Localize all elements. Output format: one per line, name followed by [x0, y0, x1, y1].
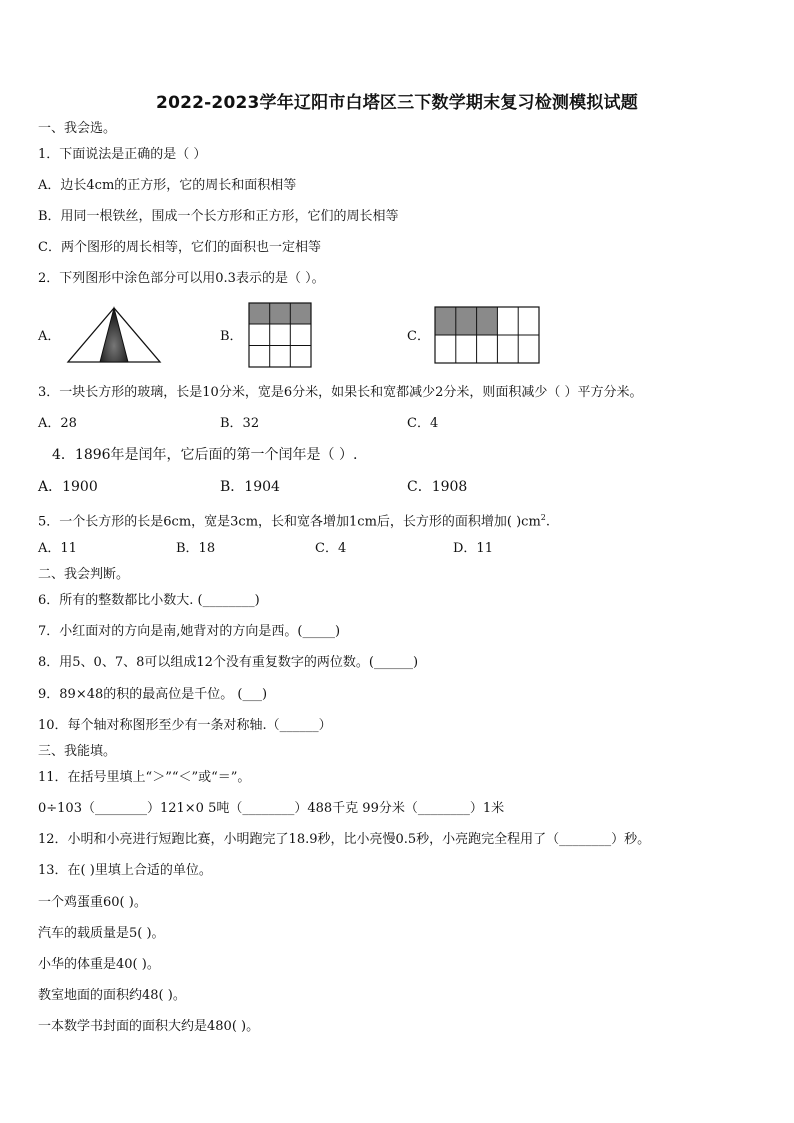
q2-option-c-label: C． [407, 329, 430, 344]
section-heading-3: 三、我能填。 [38, 744, 117, 759]
q3-option-b: B．32 [220, 416, 260, 431]
q5-stem-end: . [545, 514, 551, 530]
section-heading-2: 二、我会判断。 [38, 567, 130, 582]
q8-text: 8．用5、0、7、8可以组成12个没有重复数字的两位数。(______) [38, 655, 419, 670]
q5-stem [38, 510, 550, 530]
q4-option-a: A．1900 [38, 479, 98, 495]
q5-option-b: B．18 [176, 541, 216, 556]
section-heading-1: 一、我会选。 [38, 121, 117, 136]
q5-option-d: D．11 [453, 541, 493, 556]
q1-option-a: A．边长4cm的正方形，它的周长和面积相等 [38, 178, 297, 193]
q10-text: 10．每个轴对称图形至少有一条对称轴.（______） [38, 718, 332, 733]
q13-line-4: 教室地面的面积约48( )。 [38, 988, 186, 1003]
q5-stem-superscript: 2 [540, 513, 546, 522]
q6-text: 6．所有的整数都比小数大. (________) [38, 593, 260, 608]
q4-stem: 4．1896年是闰年，它后面的第一个闰年是（ ）. [52, 447, 358, 463]
q2-figure-a-triangle [66, 306, 162, 364]
q13-line-3: 小华的体重是40( )。 [38, 957, 160, 972]
q9-text: 9．89×48的积的最高位是千位。 (___) [38, 687, 268, 702]
q2-option-a-label: A． [38, 329, 61, 344]
q2-option-b-label: B． [220, 329, 243, 344]
q2-figure-b-grid [248, 302, 312, 368]
q12-text: 12．小明和小亮进行短跑比赛，小明跑完了18.9秒，比小亮慢0.5秒，小亮跑完全程用了（________）秒。 [38, 832, 651, 847]
q13-stem: 13．在( )里填上合适的单位。 [38, 863, 212, 878]
page-title: 2022-2023学年辽阳市白塔区三下数学期末复习检测模拟试题 [156, 93, 638, 113]
q11-items: 0÷103（________）121×0 5吨（________）488千克 99分米（________）1米 [38, 801, 505, 816]
q3-stem: 3．一块长方形的玻璃，长是10分米，宽是6分米，如果长和宽都减少2分米，则面积减少（ ）平方分米。 [38, 385, 643, 400]
q5-stem-text: 5．一个长方形的长是6cm，宽是3cm，长和宽各增加1cm后，长方形的面积增加( )cm [38, 514, 541, 530]
q2-figure-c-grid [434, 306, 540, 364]
q13-line-5: 一本数学书封面的面积大约是480( )。 [38, 1019, 260, 1034]
q5-option-c: C．4 [315, 541, 347, 556]
q13-line-1: 一个鸡蛋重60( )。 [38, 895, 147, 910]
q13-line-2: 汽车的载质量是5( )。 [38, 926, 165, 941]
q1-stem: 1．下面说法是正确的是（ ） [38, 147, 207, 162]
q5-option-a: A．11 [38, 541, 77, 556]
q4-option-b: B．1904 [220, 479, 280, 495]
q3-option-a: A．28 [38, 416, 77, 431]
q1-option-c: C．两个图形的周长相等，它们的面积也一定相等 [38, 240, 321, 255]
q1-option-b: B．用同一根铁丝，围成一个长方形和正方形，它们的周长相等 [38, 209, 399, 224]
q4-option-c: C．1908 [407, 479, 468, 495]
q3-option-c: C．4 [407, 416, 439, 431]
q11-stem: 11．在括号里填上“＞”“＜”或“＝”。 [38, 770, 251, 785]
q2-stem: 2．下列图形中涂色部分可以用0.3表示的是（ ）。 [38, 271, 325, 286]
q7-text: 7．小红面对的方向是南,她背对的方向是西。(_____) [38, 624, 341, 639]
